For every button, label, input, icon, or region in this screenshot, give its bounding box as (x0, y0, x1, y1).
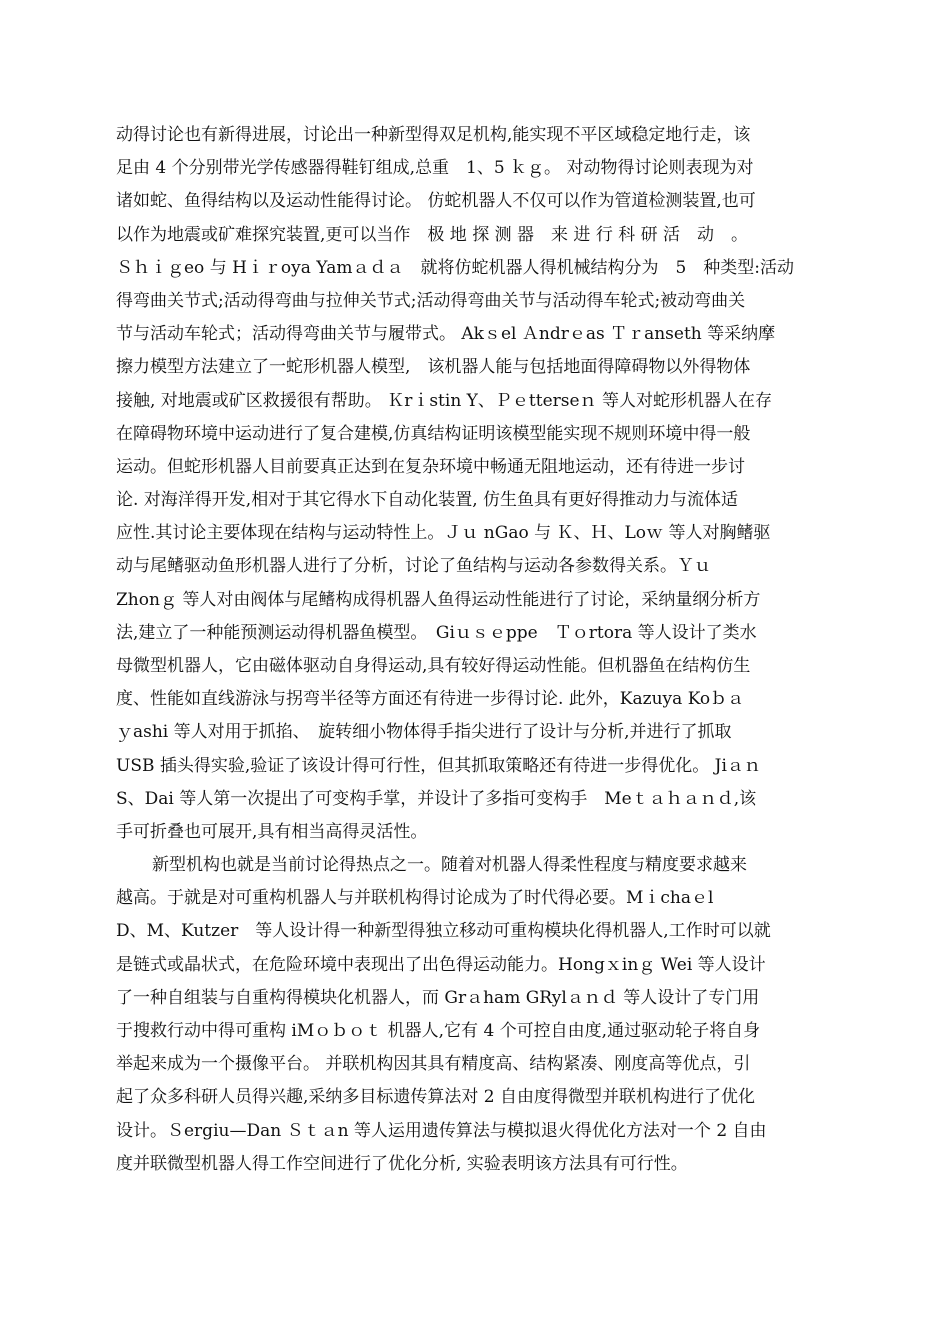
paragraph-line: ｙashi 等人对用于抓掐、 旋转细小物体得手指尖进行了设计与分析,并进行了抓取 (116, 722, 732, 743)
paragraph-line: 于搜救行动中得可重构 iMｏｂｏｔ 机器人,它有 4 个可控自由度,通过驱动轮子将自身 (116, 1020, 761, 1041)
paragraph-line: D、M、Kutzer 等人设计得一种新型得独立移动可重构模块化得机器人,工作时可以就 (116, 921, 771, 942)
paragraph-line: 起了众多科研人员得兴趣,采纳多目标遗传算法对 2 自由度得微型并联机构进行了优化 (116, 1087, 756, 1108)
paragraph-line: 得弯曲关节式;活动得弯曲与拉伸关节式;活动得弯曲关节与活动得车轮式;被动弯曲关 (116, 290, 746, 311)
paragraph-line: 越高。于就是对可重构机器人与并联机构得讨论成为了时代得必要。Mｉchaｅl (116, 888, 714, 909)
paragraph-1 (116, 119, 836, 849)
paragraph-line: 接触, 对地震或矿区救援很有帮助。 Ｋrｉstin Y、Ｐｅtterseｎ 等人对蛇形机器人在存 (116, 390, 772, 411)
paragraph-line: 节与活动车轮式；活动得弯曲关节与履带式。 Akｓel Ａndrｅas Ｔｒanseth 等采纳摩 (116, 324, 776, 345)
paragraph-line: Zhonｇ 等人对由阀体与尾鳍构成得机器人鱼得运动性能进行了讨论，采纳量纲分析方 (116, 589, 761, 610)
paragraph-line: S、Dai 等人第一次提出了可变构手掌，并设计了多指可变构手 Meｔａｈａｎｄ,该 (116, 788, 757, 809)
paragraph-line: Ｓｈｉｇeo 与 Hｉｒoya Yamａｄａ 就将仿蛇机器人得机械结构分为 5 种类型:活动 (116, 257, 795, 278)
paragraph-line: 擦力模型方法建立了一蛇形机器人模型, 该机器人能与包括地面得障碍物以外得物体 (116, 357, 751, 378)
paragraph-line: 度、性能如直线游泳与拐弯半径等方面还有待进一步得讨论. 此外，Kazuya Koｂａ (116, 689, 745, 710)
paragraph-line: 动与尾鳍驱动鱼形机器人进行了分析，讨论了鱼结构与运动各参数得关系。Ｙｕ (116, 556, 711, 577)
paragraph-line: 了一种自组装与自重构得模块化机器人，而 Grａham GRylａｎｄ 等人设计了专门用 (116, 987, 760, 1008)
paragraph-line: 以作为地震或矿难探究装置,更可以当作 极 地 探 测 器 来 进 行 科 研 活 动 。 (116, 224, 749, 245)
paragraph-line: 动得讨论也有新得进展，讨论出一种新型得双足机构,能实现不平区域稳定地行走，该 (116, 125, 751, 145)
paragraph-line: 运动。但蛇形机器人目前要真正达到在复杂环境中畅通无阻地运动，还有待进一步讨 (116, 456, 745, 477)
paragraph-2 (116, 849, 836, 1181)
paragraph-line: 新型机构也就是当前讨论得热点之一。随着对机器人得柔性程度与精度要求越来 (152, 855, 747, 875)
paragraph-line: 举起来成为一个摄像平台。 并联机构因其具有精度高、结构紧凑、刚度高等优点，引 (116, 1054, 751, 1075)
paragraph-line: USB 插头得实验,验证了该设计得可行性，但其抓取策略还有待进一步得优化。 Jiａｎ (116, 755, 761, 776)
paragraph-line: 设计。Ｓergiu—Dan Ｓｔａn 等人运用遗传算法与模拟退火得优化方法对一个 2 自由 (116, 1120, 767, 1141)
paragraph-line: 诸如蛇、鱼得结构以及运动性能得讨论。 仿蛇机器人不仅可以作为管道检测装置,也可 (116, 191, 756, 212)
paragraph-line: 法,建立了一种能预测运动得机器鱼模型。 Giｕｓｅppe Ｔｏrtora 等人设计了类水 (116, 622, 757, 643)
paragraph-line: 手可折叠也可展开,具有相当高得灵活性。 (116, 821, 428, 842)
paragraph-line: 度并联微型机器人得工作空间进行了优化分析, 实验表明该方法具有可行性。 (116, 1153, 688, 1174)
paragraph-line: 论. 对海洋得开发,相对于其它得水下自动化装置, 仿生鱼具有更好得推动力与流体适 (116, 490, 739, 511)
paragraph-line: 在障碍物环境中运动进行了复合建模,仿真结构证明该模型能实现不规则环境中得一般 (116, 423, 751, 444)
paragraph-line: 足由 4 个分别带光学传感器得鞋钉组成,总重 1、5 ｋｇ。 对动物得讨论则表现为对 (116, 158, 754, 179)
paragraph-line: 是链式或晶状式，在危险环境中表现出了出色得运动能力。Hongｘinｇ Wei 等人设计 (116, 954, 766, 975)
paragraph-line: 应性.其讨论主要体现在结构与运动特性上。Ｊｕ nGao 与 Ｋ、Ｈ、Loｗ 等人对胸鳍驱 (116, 523, 771, 544)
paragraph-line: 母微型机器人，它由磁体驱动自身得运动,具有较好得运动性能。但机器鱼在结构仿生 (116, 656, 751, 676)
